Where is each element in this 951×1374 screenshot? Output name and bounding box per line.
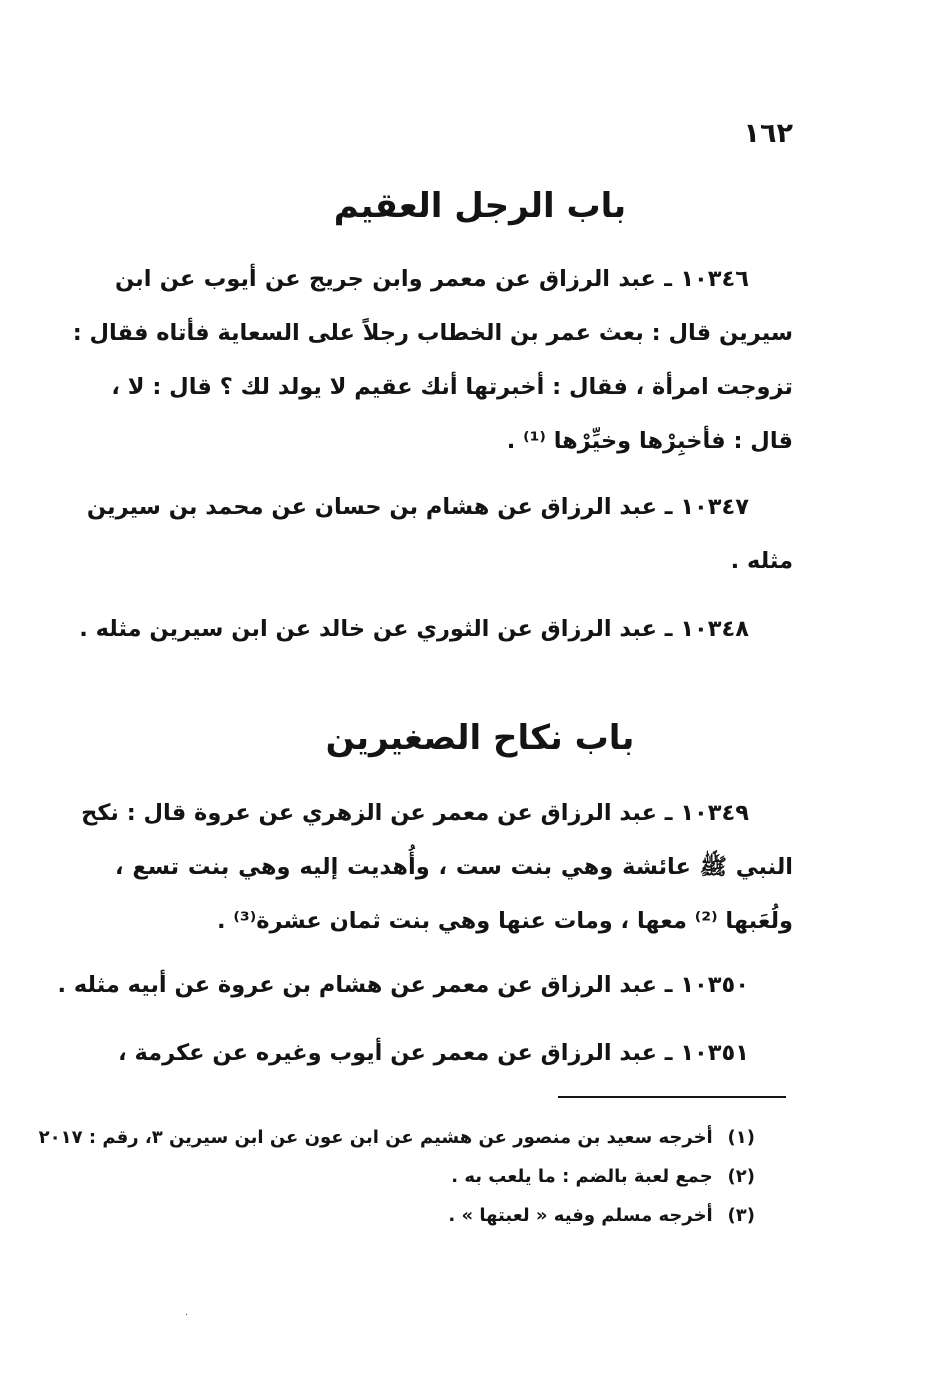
hadith-10350: [57, 958, 793, 1012]
hadith-10351: [115, 1026, 793, 1080]
footnote-text: أخرجه مسلم وفيه « لعبتها » .: [448, 1205, 713, 1226]
footnote-3: [115, 1196, 755, 1235]
chapter-title-barren-man: باب الرجل العقيم: [333, 186, 627, 226]
footnote-separator: [558, 1096, 786, 1098]
footnotes: [38, 1118, 755, 1235]
footnote-number: (١): [727, 1127, 755, 1148]
paragraph-line: ١٠٣٥١ ـ عبد الرزاق عن معمر عن أيوب وغيره عن عكرمة ،: [118, 1040, 749, 1066]
footnote-number: (٣): [727, 1205, 755, 1226]
footnote-text: جمع لعبة بالضم : ما يلعب به .: [451, 1166, 713, 1187]
scan-speck: ·: [185, 1310, 189, 1321]
footnote-text: أخرجه سعيد بن منصور عن هشيم عن ابن عون عن ابن سيرين ٣، رقم : ٢٠١٧: [38, 1127, 713, 1148]
footnote-1: [38, 1118, 755, 1157]
hadith-10348: [79, 602, 793, 656]
paragraph-line: تزوجت امرأة ، فقال : أخبرتها أنك عقيم لا يولد لك ؟ قال : لا ،: [111, 374, 793, 400]
paragraph-line: ١٠٣٤٩ ـ عبد الرزاق عن معمر عن الزهري عن عروة قال : نكح: [81, 800, 749, 826]
paragraph-line: قال : فأخبِرْها وخيِّرْها ⁽¹⁾ .: [506, 428, 793, 454]
paragraph-line: النبي ﷺ عائشة وهي بنت ست ، وأُهديت إليه وهي بنت تسع ،: [115, 854, 793, 880]
paragraph-line: ١٠٣٤٨ ـ عبد الرزاق عن الثوري عن خالد عن ابن سيرين مثله .: [79, 616, 749, 642]
hadith-10349: [81, 786, 793, 948]
paragraph-line: سيرين قال : بعث عمر بن الخطاب رجلاً على السعاية فأتاه فقال :: [72, 320, 793, 346]
footnote-2: [115, 1157, 755, 1196]
paragraph-line: ١٠٣٤٦ ـ عبد الرزاق عن معمر وابن جريج عن أيوب عن ابن: [115, 266, 749, 292]
hadith-10346: [72, 252, 793, 468]
hadith-10347: [86, 480, 793, 588]
paragraph-line: ١٠٣٤٧ ـ عبد الرزاق عن هشام بن حسان عن محمد بن سيرين: [86, 494, 749, 520]
paragraph-line: مثله .: [730, 548, 793, 574]
footnote-number: (٢): [727, 1166, 755, 1187]
paragraph-line: ولُعَبها ⁽²⁾ معها ، ومات عنها وهي بنت ثمان عشرة⁽³⁾ .: [216, 908, 793, 934]
chapter-title-minors-marriage: باب نكاح الصغيرين: [325, 718, 635, 758]
paragraph-line: ١٠٣٥٠ ـ عبد الرزاق عن معمر عن هشام بن عروة عن أبيه مثله .: [57, 972, 749, 998]
page-number: ١٦٢: [743, 118, 793, 149]
